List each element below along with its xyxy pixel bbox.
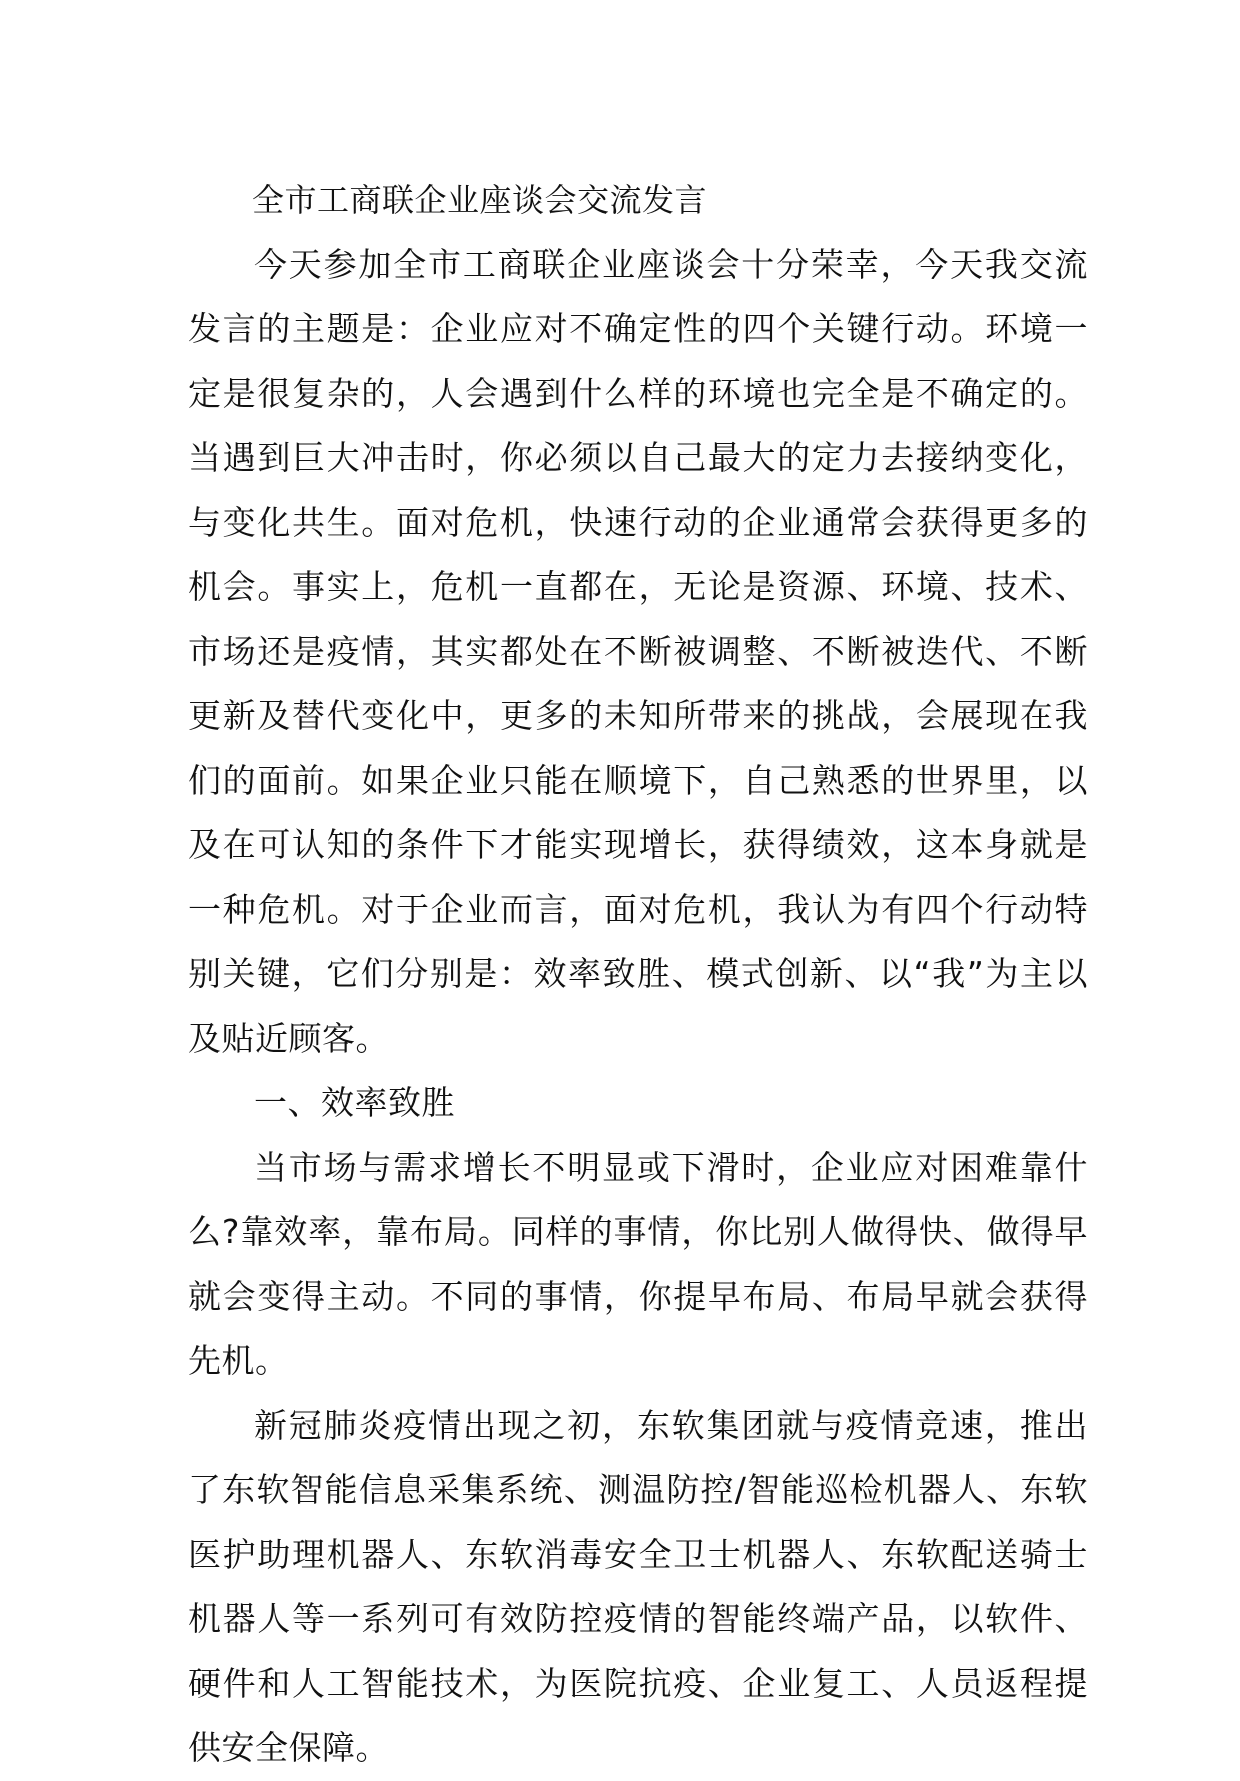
paragraph-efficiency: 当市场与需求增长不明显或下滑时，企业应对困难靠什么?靠效率，靠布局。同样的事情，你比别人做得快、做得早就会变得主动。不同的事情，你提早布局、布局早就会获得先机。 — [188, 1147, 1088, 1380]
paragraph-example: 新冠肺炎疫情出现之初，东软集团就与疫情竞速，推出了东软智能信息采集系统、测温防控/智能巡检机器人、东软医护助理机器人、东软消毒安全卫士机器人、东软配送骑士机器人等一系列可有效防控疫情的智能终端产品，以软件、硬件和人工智能技术，为医院抗疫、企业复工、人员返程提供安全保障。 — [188, 1405, 1088, 1767]
paragraph-intro: 今天参加全市工商联企业座谈会十分荣幸，今天我交流发言的主题是：企业应对不确定性的四个关键行动。环境一定是很复杂的，人会遇到什么样的环境也完全是不确定的。当遇到巨大冲击时，你必须以自己最大的定力去接纳变化，与变化共生。面对危机，快速行动的企业通常会获得更多的机会。事实上，危机一直都在，无论是资源、环境、技术、市场还是疫情，其实都处在不断被调整、不断被迭代、不断更新及替代变化中，更多的未知所带来的挑战，会展现在我们的面前。如果企业只能在顺境下，自己熟悉的世界里，以及在可认知的条件下才能实现增长，获得绩效，这本身就是一种危机。对于企业而言，面对危机，我认为有四个行动特别关键，它们分别是：效率致胜、模式创新、以“我”为主以及贴近顾客。 — [188, 244, 1088, 1058]
document-title: 全市工商联企业座谈会交流发言 — [252, 181, 708, 219]
section-heading: 一、效率致胜 — [254, 1083, 455, 1122]
document-body — [188, 168, 1088, 1781]
